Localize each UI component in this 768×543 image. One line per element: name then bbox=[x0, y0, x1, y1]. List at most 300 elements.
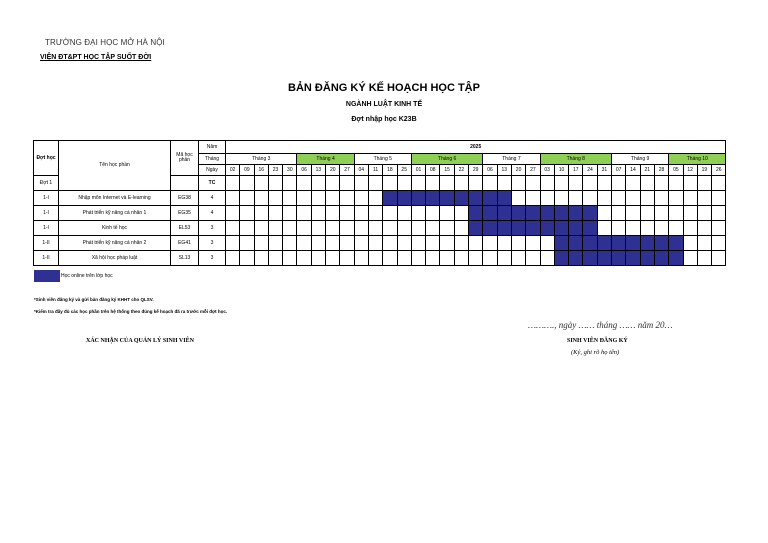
legend-label: Học online trên lớp học bbox=[61, 273, 113, 279]
note-2: *Kiểm tra đầy đủ các học phần trên hệ thống theo đúng kế hoạch đã ra trước mỗi đợt học. bbox=[34, 309, 228, 314]
table-row bbox=[34, 221, 726, 236]
schedule-cell bbox=[283, 221, 297, 236]
empty-cell bbox=[254, 176, 268, 191]
schedule-cell bbox=[411, 251, 425, 266]
schedule-cell-active bbox=[411, 191, 425, 206]
col-header-ten-hp: Tên học phần bbox=[59, 141, 171, 191]
day-cell: 01 bbox=[411, 165, 425, 176]
empty-cell bbox=[583, 176, 597, 191]
schedule-cell-active bbox=[640, 236, 654, 251]
schedule-cell bbox=[340, 251, 354, 266]
schedule-cell bbox=[340, 236, 354, 251]
schedule-cell bbox=[483, 236, 497, 251]
year-cell: 2025 bbox=[226, 141, 726, 154]
day-cell: 02 bbox=[226, 165, 240, 176]
day-cell: 07 bbox=[612, 165, 626, 176]
schedule-cell bbox=[226, 191, 240, 206]
course-code: EG38 bbox=[171, 191, 199, 206]
schedule-cell bbox=[669, 206, 683, 221]
schedule-cell bbox=[254, 191, 268, 206]
schedule-cell bbox=[540, 251, 554, 266]
schedule-cell bbox=[697, 206, 711, 221]
schedule-cell bbox=[368, 206, 382, 221]
schedule-cell bbox=[297, 206, 311, 221]
schedule-cell-active bbox=[540, 221, 554, 236]
schedule-cell-active bbox=[597, 251, 611, 266]
schedule-cell bbox=[440, 236, 454, 251]
schedule-cell-active bbox=[497, 191, 511, 206]
day-cell: 24 bbox=[583, 165, 597, 176]
day-cell: 03 bbox=[540, 165, 554, 176]
empty-cell bbox=[497, 176, 511, 191]
month-cell: Tháng 5 bbox=[354, 154, 411, 165]
schedule-cell bbox=[712, 221, 726, 236]
schedule-cell bbox=[354, 236, 368, 251]
signature-date-line: ………., ngày …… tháng …… năm 20… bbox=[528, 320, 673, 330]
course-code: EG41 bbox=[171, 236, 199, 251]
table-row bbox=[34, 206, 726, 221]
schedule-cell bbox=[440, 206, 454, 221]
schedule-cell bbox=[683, 191, 697, 206]
empty-cell bbox=[697, 176, 711, 191]
day-cell: 12 bbox=[683, 165, 697, 176]
schedule-cell bbox=[383, 221, 397, 236]
schedule-cell-active bbox=[583, 236, 597, 251]
course-code: EG35 bbox=[171, 206, 199, 221]
empty-cell bbox=[669, 176, 683, 191]
course-term: 1-II bbox=[34, 236, 59, 251]
schedule-cell bbox=[283, 251, 297, 266]
schedule-cell-active bbox=[554, 236, 568, 251]
schedule-cell bbox=[626, 221, 640, 236]
empty-cell bbox=[411, 176, 425, 191]
year-row bbox=[34, 141, 726, 154]
schedule-cell bbox=[368, 191, 382, 206]
schedule-cell bbox=[240, 221, 254, 236]
schedule-cell bbox=[511, 251, 525, 266]
schedule-cell bbox=[497, 251, 511, 266]
schedule-cell bbox=[612, 206, 626, 221]
schedule-cell bbox=[411, 236, 425, 251]
schedule-cell bbox=[712, 191, 726, 206]
empty-cell bbox=[569, 176, 583, 191]
institute-name: VIỆN ĐT&PT HỌC TẬP SUỐT ĐỜI bbox=[40, 54, 152, 61]
schedule-cell-active bbox=[526, 206, 540, 221]
schedule-cell bbox=[326, 206, 340, 221]
schedule-cell-active bbox=[569, 221, 583, 236]
schedule-cell-active bbox=[497, 206, 511, 221]
schedule-cell bbox=[569, 191, 583, 206]
schedule-cell bbox=[440, 221, 454, 236]
schedule-cell bbox=[311, 251, 325, 266]
course-term: 1-I bbox=[34, 206, 59, 221]
schedule-cell bbox=[654, 206, 668, 221]
empty-cell bbox=[226, 176, 240, 191]
schedule-cell bbox=[511, 236, 525, 251]
day-cell: 20 bbox=[511, 165, 525, 176]
schedule-cell bbox=[340, 206, 354, 221]
schedule-cell bbox=[497, 236, 511, 251]
empty-cell bbox=[612, 176, 626, 191]
day-cell: 06 bbox=[483, 165, 497, 176]
schedule-cell-active bbox=[583, 251, 597, 266]
empty-cell bbox=[597, 176, 611, 191]
schedule-cell bbox=[283, 191, 297, 206]
schedule-cell bbox=[268, 221, 282, 236]
day-cell: 09 bbox=[240, 165, 254, 176]
schedule-cell-active bbox=[540, 206, 554, 221]
schedule-cell-active bbox=[483, 221, 497, 236]
schedule-cell bbox=[426, 251, 440, 266]
schedule-cell bbox=[383, 251, 397, 266]
schedule-cell bbox=[297, 251, 311, 266]
day-cell: 22 bbox=[454, 165, 468, 176]
schedule-cell bbox=[712, 206, 726, 221]
label-ngay: Ngày bbox=[199, 165, 226, 176]
schedule-cell bbox=[683, 206, 697, 221]
day-cell: 18 bbox=[383, 165, 397, 176]
schedule-cell bbox=[240, 236, 254, 251]
schedule-cell-active bbox=[469, 191, 483, 206]
schedule-cell bbox=[454, 206, 468, 221]
day-cell: 28 bbox=[654, 165, 668, 176]
schedule-cell-active bbox=[397, 191, 411, 206]
schedule-cell bbox=[697, 221, 711, 236]
document-title: BẢN ĐĂNG KÝ KẾ HOẠCH HỌC TẬP bbox=[288, 82, 480, 94]
col-header-ma-hp: Mã học phần bbox=[171, 141, 199, 176]
course-name: Xã hội học pháp luật bbox=[59, 251, 171, 266]
course-name: Phát triển kỹ năng cá nhân 1 bbox=[59, 206, 171, 221]
month-cell: Tháng 3 bbox=[226, 154, 297, 165]
note-1: *Sinh viên đăng ký và gửi bản đăng ký KHHT cho QLSV. bbox=[34, 297, 154, 302]
day-cell: 05 bbox=[669, 165, 683, 176]
schedule-cell bbox=[426, 236, 440, 251]
schedule-cell bbox=[640, 206, 654, 221]
schedule-cell bbox=[326, 221, 340, 236]
schedule-cell bbox=[712, 236, 726, 251]
schedule-cell bbox=[383, 236, 397, 251]
schedule-cell bbox=[311, 191, 325, 206]
schedule-cell-active bbox=[469, 221, 483, 236]
schedule-cell bbox=[383, 206, 397, 221]
schedule-cell bbox=[268, 236, 282, 251]
empty-cell bbox=[454, 176, 468, 191]
schedule-cell bbox=[311, 236, 325, 251]
confirm-label: XÁC NHẬN CỦA QUẢN LÝ SINH VIÊN bbox=[86, 338, 194, 344]
empty-cell bbox=[640, 176, 654, 191]
schedule-cell bbox=[597, 191, 611, 206]
schedule-cell bbox=[683, 236, 697, 251]
schedule-cell-active bbox=[554, 251, 568, 266]
empty-cell bbox=[554, 176, 568, 191]
schedule-cell bbox=[311, 206, 325, 221]
label-thang: Tháng bbox=[199, 154, 226, 165]
schedule-cell bbox=[583, 191, 597, 206]
schedule-cell-active bbox=[669, 251, 683, 266]
day-cell: 19 bbox=[697, 165, 711, 176]
schedule-cell bbox=[654, 221, 668, 236]
signature-note: (Ký, ghi rõ họ tên) bbox=[571, 349, 620, 356]
schedule-cell bbox=[254, 206, 268, 221]
schedule-cell bbox=[469, 251, 483, 266]
schedule-cell bbox=[454, 236, 468, 251]
legend-swatch bbox=[34, 270, 60, 282]
day-cell: 06 bbox=[297, 165, 311, 176]
empty-cell bbox=[240, 176, 254, 191]
table-row bbox=[34, 236, 726, 251]
schedule-cell-active bbox=[569, 206, 583, 221]
empty-cell bbox=[283, 176, 297, 191]
schedule-cell bbox=[254, 236, 268, 251]
schedule-cell-active bbox=[569, 251, 583, 266]
schedule-cell bbox=[483, 251, 497, 266]
schedule-cell-active bbox=[483, 206, 497, 221]
schedule-cell bbox=[340, 221, 354, 236]
schedule-cell bbox=[626, 191, 640, 206]
schedule-cell bbox=[469, 236, 483, 251]
schedule-cell-active bbox=[469, 206, 483, 221]
day-cell: 27 bbox=[526, 165, 540, 176]
schedule-cell-active bbox=[612, 251, 626, 266]
empty-cell bbox=[383, 176, 397, 191]
schedule-cell bbox=[526, 191, 540, 206]
day-cell: 15 bbox=[440, 165, 454, 176]
course-credits: 3 bbox=[199, 221, 226, 236]
empty-cell bbox=[368, 176, 382, 191]
schedule-cell-active bbox=[483, 191, 497, 206]
major-name: NGÀNH LUẬT KINH TẾ bbox=[345, 101, 423, 108]
month-cell: Tháng 8 bbox=[540, 154, 611, 165]
course-credits: 4 bbox=[199, 191, 226, 206]
schedule-cell bbox=[526, 251, 540, 266]
day-cell: 13 bbox=[497, 165, 511, 176]
schedule-cell bbox=[540, 236, 554, 251]
course-credits: 4 bbox=[199, 206, 226, 221]
empty-cell bbox=[311, 176, 325, 191]
empty-cell bbox=[297, 176, 311, 191]
schedule-cell-active bbox=[554, 206, 568, 221]
schedule-cell bbox=[454, 251, 468, 266]
schedule-cell bbox=[454, 221, 468, 236]
schedule-cell bbox=[240, 251, 254, 266]
day-cell: 31 bbox=[597, 165, 611, 176]
schedule-cell-active bbox=[554, 221, 568, 236]
course-term: 1-I bbox=[34, 191, 59, 206]
day-cell: 13 bbox=[311, 165, 325, 176]
schedule-cell bbox=[426, 221, 440, 236]
table-row bbox=[34, 251, 726, 266]
schedule-cell bbox=[326, 251, 340, 266]
empty-cell bbox=[626, 176, 640, 191]
month-cell: Tháng 10 bbox=[669, 154, 726, 165]
schedule-cell-active bbox=[497, 221, 511, 236]
schedule-cell bbox=[283, 236, 297, 251]
schedule-cell bbox=[597, 206, 611, 221]
schedule-cell bbox=[440, 251, 454, 266]
schedule-cell bbox=[397, 206, 411, 221]
schedule-cell bbox=[640, 221, 654, 236]
student-label: SINH VIÊN ĐĂNG KÝ bbox=[567, 338, 628, 344]
schedule-cell bbox=[226, 206, 240, 221]
schedule-cell-active bbox=[569, 236, 583, 251]
schedule-cell bbox=[268, 191, 282, 206]
schedule-cell bbox=[712, 251, 726, 266]
day-cell: 25 bbox=[397, 165, 411, 176]
schedule-cell-active bbox=[626, 251, 640, 266]
schedule-cell bbox=[254, 221, 268, 236]
day-cell: 26 bbox=[712, 165, 726, 176]
day-cell: 17 bbox=[569, 165, 583, 176]
day-cell: 10 bbox=[554, 165, 568, 176]
schedule-cell bbox=[540, 191, 554, 206]
empty-cell bbox=[268, 176, 282, 191]
schedule-cell-active bbox=[583, 206, 597, 221]
course-name: Phát triển kỹ năng cá nhân 2 bbox=[59, 236, 171, 251]
month-cell: Tháng 7 bbox=[483, 154, 540, 165]
schedule-cell bbox=[326, 191, 340, 206]
university-name: TRƯỜNG ĐẠI HỌC MỞ HÀ NỘI bbox=[45, 38, 165, 47]
schedule-cell bbox=[683, 251, 697, 266]
schedule-cell bbox=[697, 251, 711, 266]
day-cell: 27 bbox=[340, 165, 354, 176]
schedule-cell bbox=[240, 191, 254, 206]
course-code: SL13 bbox=[171, 251, 199, 266]
empty-cell bbox=[397, 176, 411, 191]
schedule-cell bbox=[368, 236, 382, 251]
label-tc: TC bbox=[199, 176, 226, 191]
schedule-cell bbox=[697, 191, 711, 206]
schedule-cell bbox=[411, 206, 425, 221]
schedule-cell bbox=[283, 206, 297, 221]
schedule-cell bbox=[268, 206, 282, 221]
day-cell: 29 bbox=[469, 165, 483, 176]
course-code: EL53 bbox=[171, 221, 199, 236]
schedule-cell-active bbox=[454, 191, 468, 206]
course-name: Nhập môn Internet và E-learning bbox=[59, 191, 171, 206]
schedule-cell bbox=[368, 221, 382, 236]
schedule-cell bbox=[226, 221, 240, 236]
schedule-cell bbox=[397, 251, 411, 266]
day-cell: 04 bbox=[354, 165, 368, 176]
schedule-cell bbox=[626, 206, 640, 221]
course-credits: 3 bbox=[199, 251, 226, 266]
schedule-cell-active bbox=[669, 236, 683, 251]
empty-cell bbox=[354, 176, 368, 191]
label-nam: Năm bbox=[199, 141, 226, 154]
schedule-cell-active bbox=[383, 191, 397, 206]
schedule-cell bbox=[612, 221, 626, 236]
schedule-cell bbox=[340, 191, 354, 206]
schedule-cell bbox=[526, 236, 540, 251]
schedule-cell bbox=[268, 251, 282, 266]
schedule-cell bbox=[411, 221, 425, 236]
empty-cell bbox=[340, 176, 354, 191]
schedule-cell-active bbox=[597, 236, 611, 251]
schedule-cell bbox=[426, 206, 440, 221]
schedule-cell bbox=[297, 191, 311, 206]
course-term: 1-I bbox=[34, 221, 59, 236]
month-cell: Tháng 6 bbox=[411, 154, 482, 165]
course-credits: 3 bbox=[199, 236, 226, 251]
schedule-cell bbox=[511, 191, 525, 206]
day-cell: 23 bbox=[268, 165, 282, 176]
schedule-cell-active bbox=[511, 221, 525, 236]
day-cell: 20 bbox=[326, 165, 340, 176]
schedule-cell bbox=[612, 191, 626, 206]
schedule-cell-active bbox=[626, 236, 640, 251]
schedule-cell-active bbox=[583, 221, 597, 236]
day-cell: 21 bbox=[640, 165, 654, 176]
month-cell: Tháng 4 bbox=[297, 154, 354, 165]
schedule-cell-active bbox=[654, 251, 668, 266]
dot-label: Đợt 1 bbox=[34, 176, 59, 191]
schedule-cell bbox=[254, 251, 268, 266]
intake-name: Đợt nhập học K23B bbox=[351, 116, 417, 123]
empty-cell bbox=[712, 176, 726, 191]
schedule-cell-active bbox=[612, 236, 626, 251]
day-cell: 11 bbox=[368, 165, 382, 176]
empty-cell bbox=[654, 176, 668, 191]
empty-cell bbox=[440, 176, 454, 191]
schedule-cell bbox=[683, 221, 697, 236]
schedule-cell bbox=[597, 221, 611, 236]
month-cell: Tháng 9 bbox=[612, 154, 669, 165]
empty-cell bbox=[540, 176, 554, 191]
schedule-cell bbox=[669, 191, 683, 206]
schedule-cell-active bbox=[511, 206, 525, 221]
empty-cell bbox=[469, 176, 483, 191]
col-header-dot-hoc: Đợt học bbox=[34, 141, 59, 176]
schedule-cell bbox=[669, 221, 683, 236]
schedule-cell bbox=[326, 236, 340, 251]
day-cell: 30 bbox=[283, 165, 297, 176]
study-plan-table bbox=[33, 140, 726, 266]
empty-cell bbox=[171, 176, 199, 191]
schedule-cell bbox=[697, 236, 711, 251]
schedule-cell bbox=[297, 236, 311, 251]
table-row bbox=[34, 191, 726, 206]
empty-cell bbox=[511, 176, 525, 191]
empty-cell bbox=[683, 176, 697, 191]
schedule-cell bbox=[226, 251, 240, 266]
schedule-cell bbox=[297, 221, 311, 236]
schedule-cell bbox=[354, 206, 368, 221]
schedule-cell bbox=[240, 206, 254, 221]
schedule-cell bbox=[354, 221, 368, 236]
schedule-cell bbox=[397, 221, 411, 236]
schedule-cell bbox=[554, 191, 568, 206]
schedule-cell bbox=[226, 236, 240, 251]
schedule-cell bbox=[368, 251, 382, 266]
schedule-cell bbox=[654, 191, 668, 206]
schedule-cell bbox=[397, 236, 411, 251]
day-cell: 16 bbox=[254, 165, 268, 176]
schedule-cell bbox=[640, 191, 654, 206]
schedule-cell-active bbox=[526, 221, 540, 236]
empty-cell bbox=[483, 176, 497, 191]
schedule-cell bbox=[354, 251, 368, 266]
schedule-cell bbox=[311, 221, 325, 236]
course-name: Kinh tế học bbox=[59, 221, 171, 236]
day-cell: 08 bbox=[426, 165, 440, 176]
course-term: 1-II bbox=[34, 251, 59, 266]
schedule-cell-active bbox=[426, 191, 440, 206]
schedule-cell-active bbox=[654, 236, 668, 251]
empty-cell bbox=[326, 176, 340, 191]
schedule-cell bbox=[354, 191, 368, 206]
empty-cell bbox=[526, 176, 540, 191]
empty-cell bbox=[426, 176, 440, 191]
